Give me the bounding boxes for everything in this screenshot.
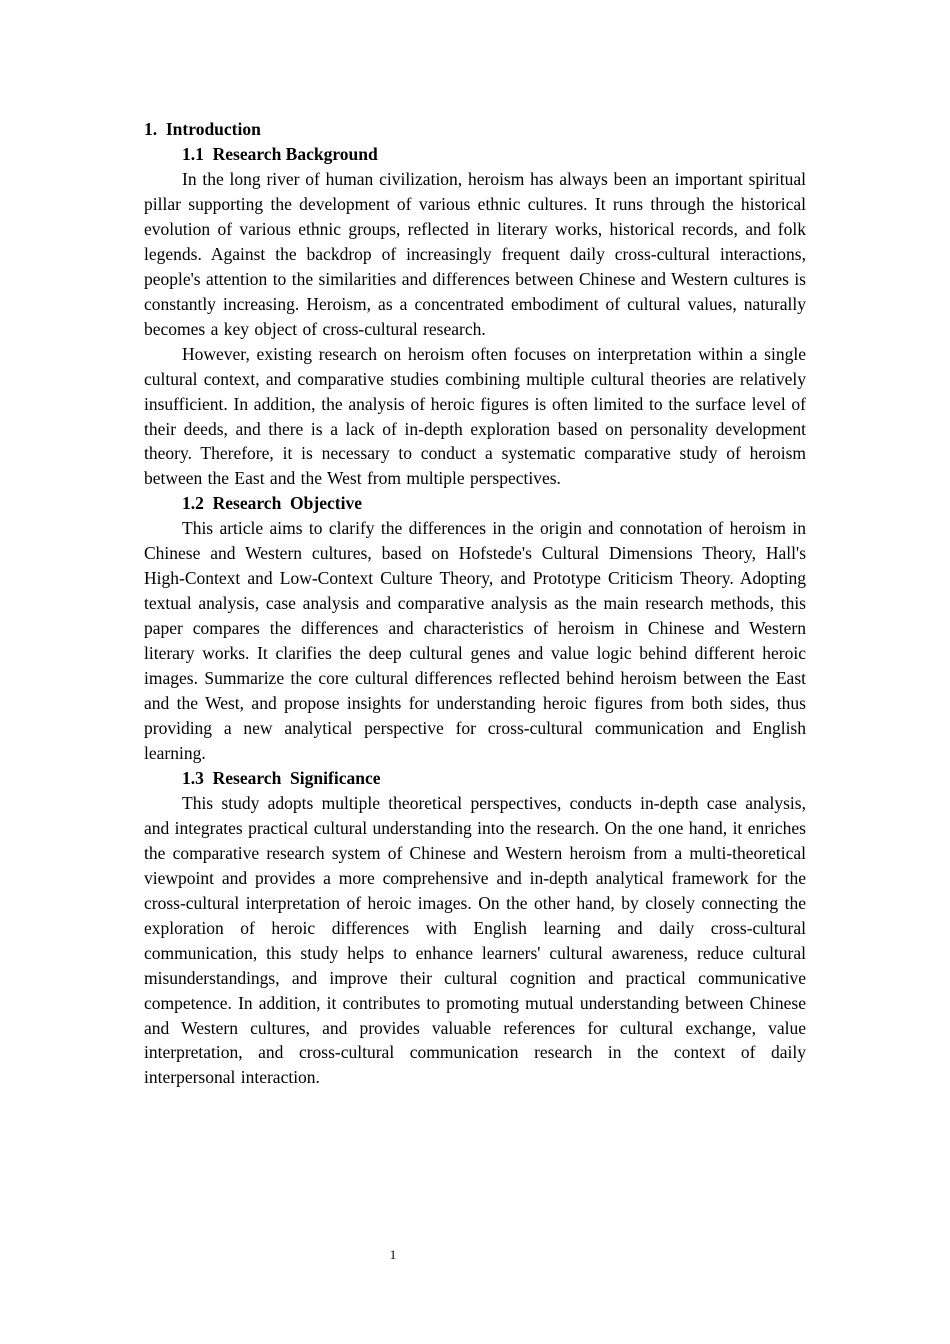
paragraph-significance-1: This study adopts multiple theoretical perspectives, conducts in-depth case analysis, and integrates practical cultural understanding into the research. On the one hand, it enriches the comparative research system of Chinese and Western heroism from a multi-theoretical viewpoint and provides a more comprehensive and in-depth analytical framework for the cross-cultural interpretation of heroic images. On the other hand, by closely connecting the exploration of heroic differences with English learning and daily cross-cultural communication, this study helps to enhance learners' cultural awareness, reduce cultural misunderstandings, and improve their cultural cognition and practical communicative competence. In addition, it contributes to promoting mutual understanding between Chinese and Western cultures, and provides valuable references for cultural exchange, value interpretation, and cross-cultural communication research in the context of daily interpersonal interaction. (144, 792, 806, 1088)
section-title: 1. Introduction (144, 119, 261, 139)
paragraph-objective-1: This article aims to clarify the differences in the origin and connotation of heroism in Chinese and Western cultures, based on Hofstede's Cultural Dimensions Theory, Hall's High-Context and Low-Context Culture Theory, and Prototype Criticism Theory. Adopting textual analysis, case analysis and comparative analysis as the main research methods, this paper compares the differences and characteristics of heroism in Chinese and Western literary works. It clarifies the deep cultural genes and value logic behind different heroic images. Summarize the core cultural differences reflected behind heroism between the East and the West, and propose insights for understanding heroic figures from both sides, thus providing a new analytical perspective for cross-cultural communication and English learning. (144, 518, 806, 763)
subsection-heading-significance: 1.3 Research Significance (182, 767, 381, 788)
paragraph-background-2: However, existing research on heroism often focuses on interpretation within a single cultural context, and comparative studies combining multiple cultural theories are relatively insufficient. In addition, the analysis of heroic figures is often limited to the surface level of their deeds, and there is a lack of in-depth exploration based on personality development theory. Therefore, it is necessary to conduct a systematic comparative study of heroism between the East and the West from multiple perspectives. (144, 343, 806, 489)
document-page (144, 117, 806, 1090)
subsection-heading-objective: 1.2 Research Objective (182, 493, 362, 514)
subsection-heading-background: 1.1 Research Background (182, 144, 378, 164)
paragraph-background-1: In the long river of human civilization, heroism has always been an important spiritual pillar supporting the development of various ethnic cultures. It runs through the historical evolution of various ethnic groups, reflected in literary works, historical records, and folk legends. Against the backdrop of increasingly frequent daily cross-cultural interactions, people's attention to the similarities and differences between Chinese and Western cultures is constantly increasing. Heroism, as a concentrated embodiment of cultural values, naturally becomes a key object of cross-cultural research. (144, 169, 806, 339)
page-number: 1 (389, 1247, 397, 1262)
